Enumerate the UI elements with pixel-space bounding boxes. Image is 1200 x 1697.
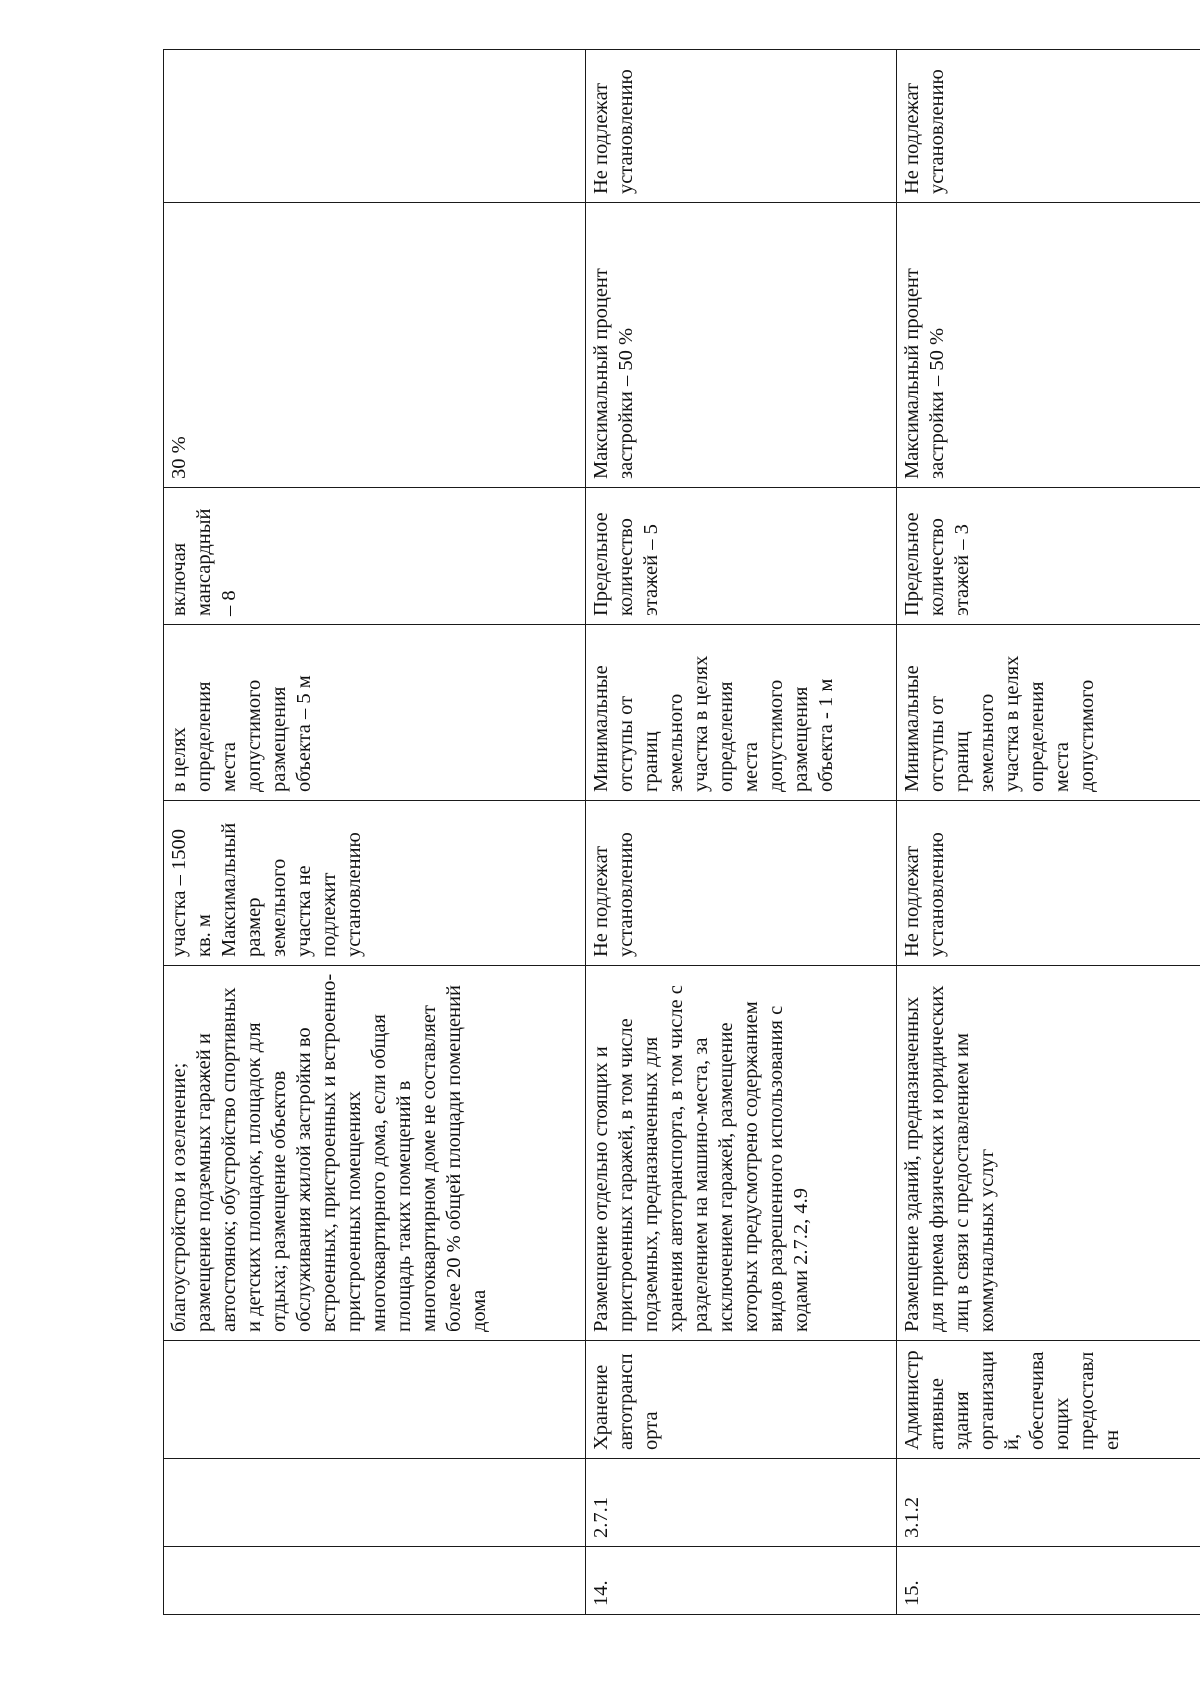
cell-name: Хранение автотранспорта [586,1341,897,1459]
cell-coverage: 30 % [164,203,586,488]
cell-plot-size: участка – 1500 кв. м Максимальный размер земельного участка не подлежит установлению [164,801,586,966]
table-row-14 [586,50,897,1615]
cell-number: 14. [586,1547,897,1615]
table-row-15 [897,50,1200,1615]
cell-setbacks: Минимальные отступы от границ земельного участка в целях определения места допустимого [897,625,1200,801]
cell-number [164,1547,586,1615]
cell-plot-size: Не подлежат установлению [897,801,1200,966]
cell-other [164,50,586,203]
cell-floors: Предельное количество этажей – 3 [897,488,1200,625]
cell-name [164,1341,586,1459]
cell-other: Не подлежат установлению [897,50,1200,203]
cell-floors: Предельное количество этажей – 5 [586,488,897,625]
cell-setbacks: в целях определения места допустимого размещения объекта – 5 м [164,625,586,801]
cell-code: 3.1.2 [897,1459,1200,1547]
cell-code [164,1459,586,1547]
cell-other: Не подлежат установлению [586,50,897,203]
cell-name: Административные здания организаций, обеспечивающих предоставлен [897,1341,1200,1459]
cell-plot-size: Не подлежат установлению [586,801,897,966]
cell-coverage: Максимальный процент застройки – 50 % [897,203,1200,488]
cell-floors: включая мансардный – 8 [164,488,586,625]
cell-description: Размещение отдельно стоящих и пристроенных гаражей, в том числе подземных, предназначенных для хранения автотранспорта, в том числе с разделением на машино-места, за исключением гаражей, размещение которых предусмотрено содержанием видов разрешенного использования с кодами 2.7.2, 4.9 [586,966,897,1341]
cell-setbacks: Минимальные отступы от границ земельного участка в целях определения места допустимого размещения объекта - 1 м [586,625,897,801]
zoning-regulations-table [163,49,1200,1615]
table-row-continuation [164,50,586,1615]
cell-code: 2.7.1 [586,1459,897,1547]
cell-number: 15. [897,1547,1200,1615]
cell-coverage: Максимальный процент застройки – 50 % [586,203,897,488]
cell-description: благоустройство и озеленение; размещение подземных гаражей и автостоянок; обустройство спортивных и детских площадок, площадок для отдыха; размещение объектов обслуживания жилой застройки во встроенных, пристроенных и встроенно-пристроенных помещениях многоквартирного дома, если общая площадь таких помещений в многоквартирном доме не составляет более 20 % общей площади помещений дома [164,966,586,1341]
cell-description: Размещение зданий, предназначенных для приема физических и юридических лиц в связи с предоставлением им коммунальных услуг [897,966,1200,1341]
